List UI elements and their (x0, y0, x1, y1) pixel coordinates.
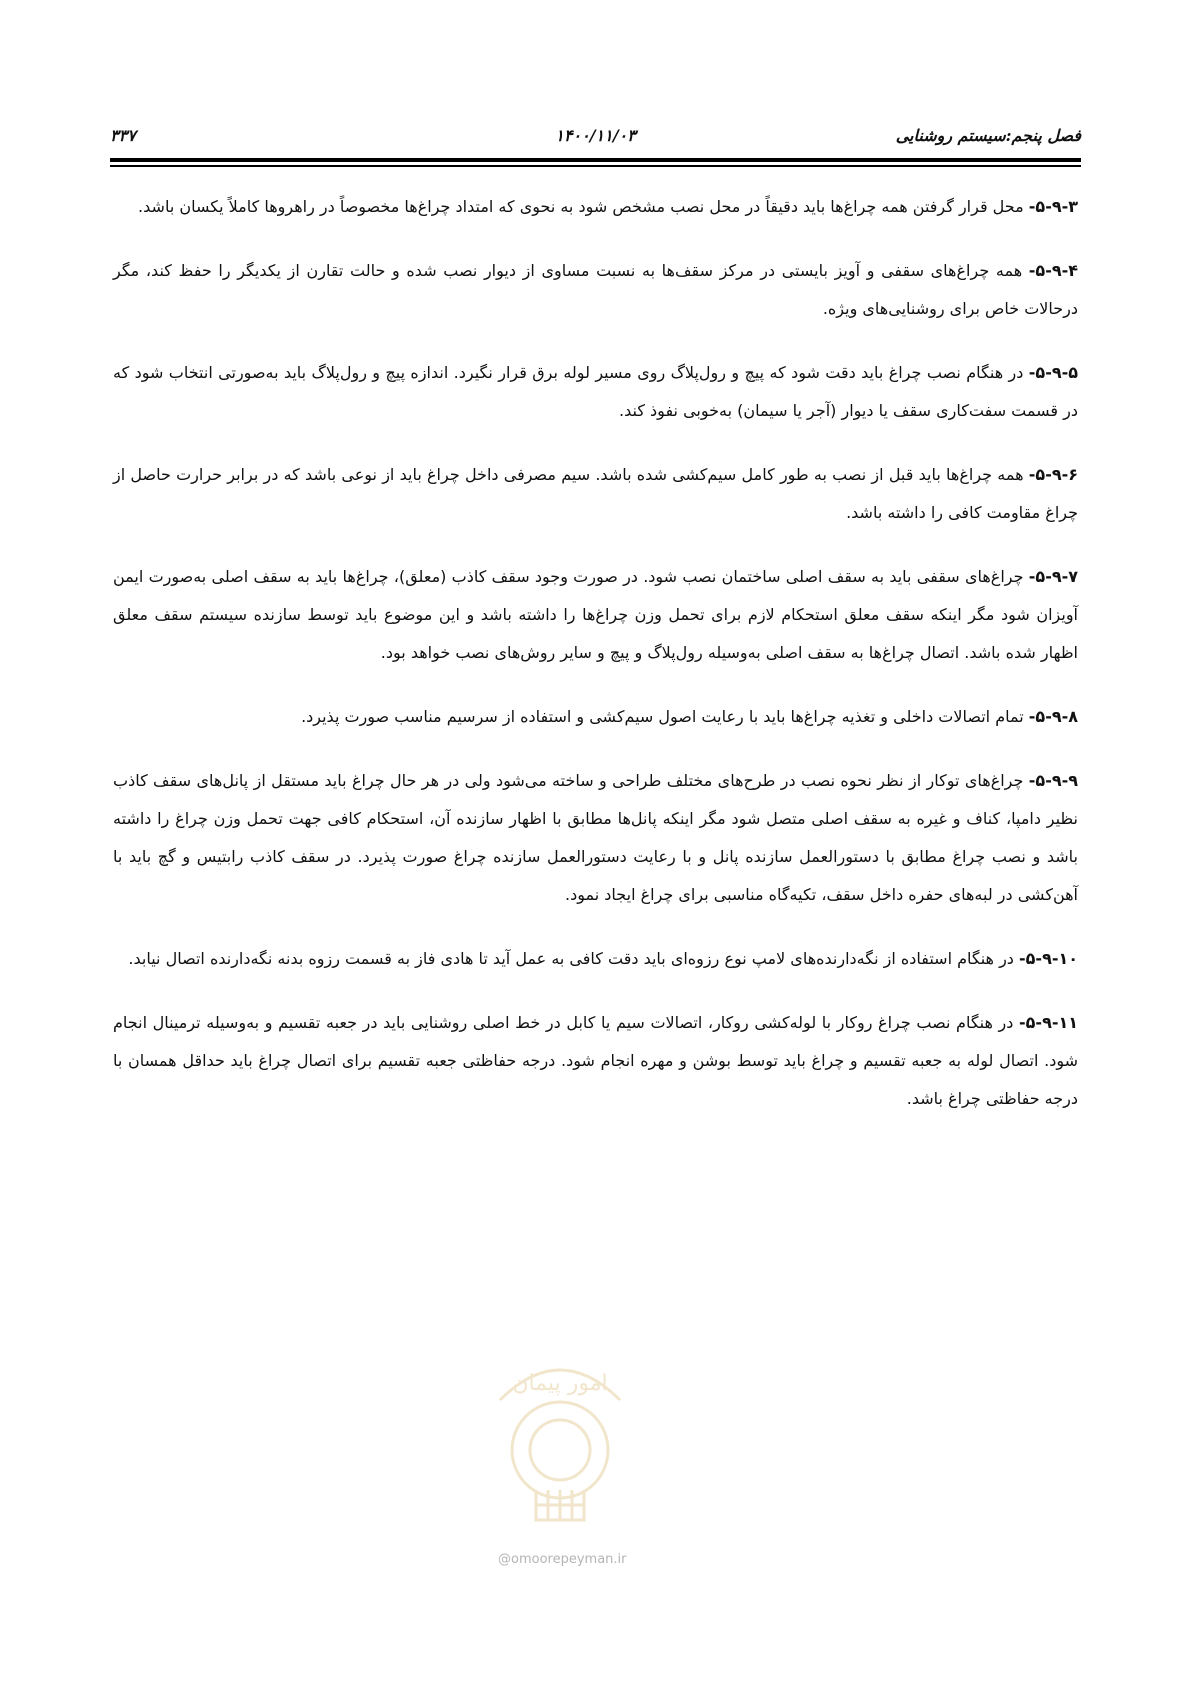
paragraph-5-9-7 (113, 558, 1078, 672)
paragraph-text: تمام اتصالات داخلی و تغذیه چراغ‌ها باید با رعایت اصول سیم‌کشی و استفاده از سرسیم مناسب صورت پذیرد. (301, 707, 1029, 726)
paragraph-5-9-9 (113, 762, 1078, 914)
section-number: ۵-۹-۵- (1028, 363, 1078, 382)
section-number: ۵-۹-۳- (1028, 197, 1078, 216)
header-rule-thin (110, 165, 1081, 167)
section-number: ۵-۹-۹- (1028, 771, 1078, 790)
page-header (110, 120, 1081, 156)
section-number: ۵-۹-۴- (1028, 261, 1078, 280)
paragraph-text: همه چراغ‌ها باید قبل از نصب به طور کامل سیم‌کشی شده باشد. سیم مصرفی داخل چراغ باید از نوعی باشد که در برابر حرارت حاصل از چراغ مقاومت کافی را داشته باشد. (113, 465, 1078, 522)
paragraph-text: در هنگام نصب چراغ روکار با لوله‌کشی روکار، اتصالات سیم یا کابل در خط اصلی روشنایی باید در جعبه تقسیم و به‌وسیله ترمینال انجام شود. اتصال لوله به جعبه تقسیم و چراغ باید توسط بوشن و مهره انجام شود. درجه حفاظتی جعبه تقسیم برای اتصال چراغ باید حداقل همسان با درجه حفاظتی چراغ باشد. (113, 1013, 1078, 1108)
paragraph-5-9-11 (113, 1004, 1078, 1118)
paragraph-text: چراغ‌های توکار از نظر نحوه نصب در طرح‌های مختلف طراحی و ساخته می‌شود ولی در هر حال چراغ باید مستقل از پانل‌های سقف کاذب نظیر دامپا، کناف و غیره به سقف اصلی متصل شود مگر اینکه پانل‌ها مطابق با اظهار سازنده آن، استحکام کافی جهت تحمل وزن چراغ را داشته باشد و نصب چراغ مطابق با دستورالعمل سازنده پانل و با رعایت دستورالعمل سازنده چراغ صورت پذیرد. در سقف کاذب رابتیس و گچ باید با آهن‌کشی در لبه‌های حفره داخل سقف، تکیه‌گاه مناسبی برای چراغ ایجاد نمود. (113, 771, 1078, 904)
watermark-seal (480, 1330, 640, 1530)
paragraph-5-9-3 (113, 188, 1078, 226)
header-rule-thick (110, 158, 1081, 162)
section-number: ۵-۹-۱۰- (1019, 949, 1078, 968)
section-number: ۵-۹-۷- (1028, 567, 1078, 586)
seal-text: امور پیمان (512, 1371, 608, 1396)
document-body (113, 188, 1078, 1144)
paragraph-text: در هنگام استفاده از نگه‌دارنده‌های لامپ نوع رزوه‌ای باید دقت کافی به عمل آید تا هادی فاز به قسمت رزوه بدنه نگه‌دارنده اتصال نیابد. (128, 949, 1020, 968)
watermark-site: @omoorepeyman.ir (498, 1552, 627, 1567)
chapter-title: فصل پنجم:سیستم روشنایی (895, 126, 1081, 145)
header-date: ۱۴۰۰/۱۱/۰۳ (555, 126, 636, 145)
paragraph-text: چراغ‌های سقفی باید به سقف اصلی ساختمان نصب شود. در صورت وجود سقف کاذب (معلق)، چراغ‌ها باید به سقف اصلی به‌صورت ایمن آویزان شود مگر اینکه سقف معلق استحکام لازم برای تحمل وزن چراغ‌ها را داشته باشد و این موضوع باید توسط سازنده سیستم سقف معلق اظهار شده باشد. اتصال چراغ‌ها به سقف اصلی به‌وسیله رول‌پلاگ و پیچ و سایر روش‌های نصب خواهد بود. (113, 567, 1078, 662)
paragraph-5-9-10 (113, 940, 1078, 978)
paragraph-5-9-6 (113, 456, 1078, 532)
section-number: ۵-۹-۱۱- (1019, 1013, 1078, 1032)
section-number: ۵-۹-۶- (1028, 465, 1078, 484)
section-number: ۵-۹-۸- (1028, 707, 1078, 726)
paragraph-text: در هنگام نصب چراغ باید دقت شود که پیچ و رول‌پلاگ روی مسیر لوله برق قرار نگیرد. اندازه پیچ و رول‌پلاگ باید به‌صورتی انتخاب شود که در قسمت سفت‌کاری سقف یا دیوار (آجر یا سیمان) به‌خوبی نفوذ کند. (113, 363, 1078, 420)
paragraph-text: همه چراغ‌های سقفی و آویز بایستی در مرکز سقف‌ها به نسبت مساوی از دیوار نصب شده و حالت تقارن از یکدیگر را حفظ کند، مگر درحالات خاص برای روشنایی‌های ویژه. (113, 261, 1078, 318)
paragraph-5-9-4 (113, 252, 1078, 328)
paragraph-5-9-8 (113, 698, 1078, 736)
paragraph-5-9-5 (113, 354, 1078, 430)
paragraph-text: محل قرار گرفتن همه چراغ‌ها باید دقیقاً در محل نصب مشخص شود به نحوی که امتداد چراغ‌ها مخصوصاً در راهروها کاملاً یکسان باشد. (138, 197, 1029, 216)
page-number: ۳۳۷ (110, 126, 136, 145)
